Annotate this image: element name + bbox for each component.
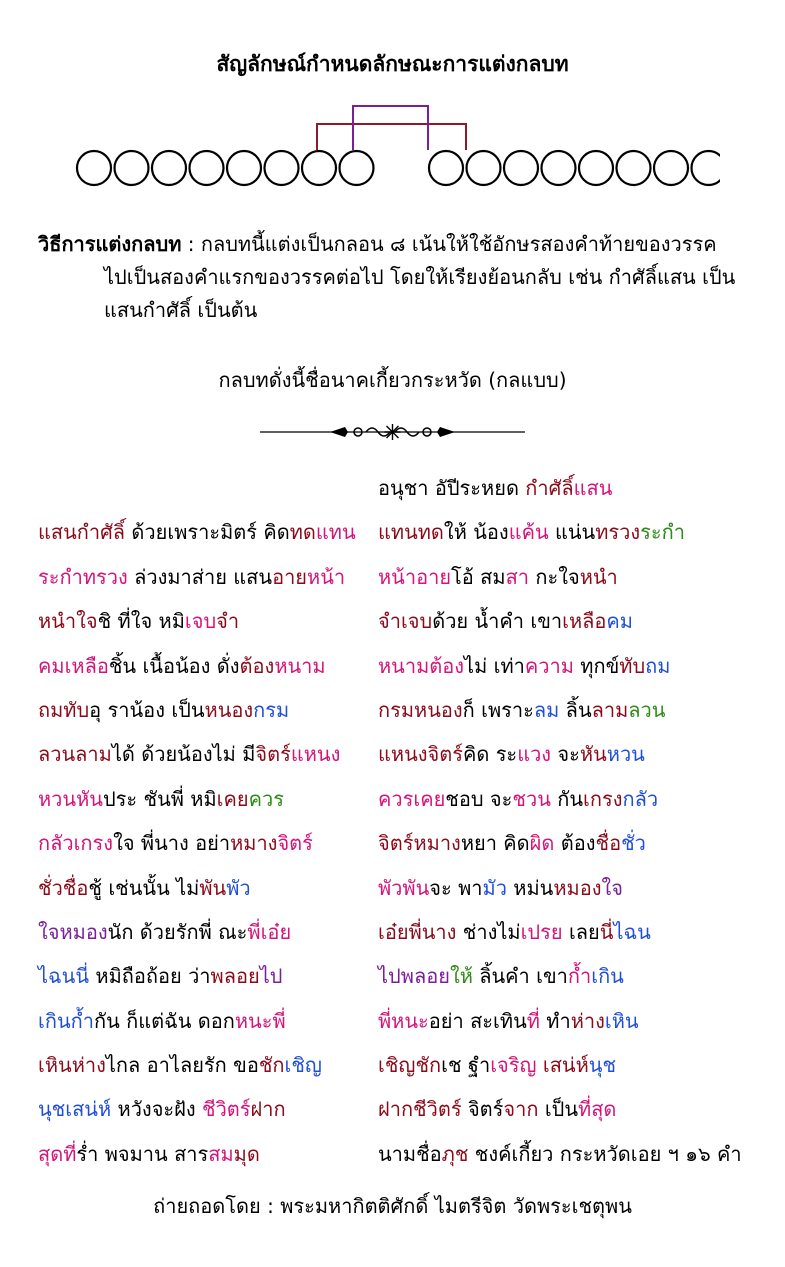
verse-segment: จาก: [503, 1097, 539, 1122]
instruction-line-1: [38, 228, 758, 261]
verse-segment: เกิน: [591, 964, 624, 989]
poem-row: [38, 1005, 758, 1049]
verse-segment: ชิ้น เนื้อน้อง ดั่ง: [108, 653, 240, 678]
verse-segment: หนำ: [579, 564, 618, 589]
poem-verse-left: [38, 561, 378, 593]
poem-verse-right: [378, 472, 718, 504]
verse-segment: ถมทับ: [38, 697, 90, 722]
verse-segment: ใจหมอง: [38, 919, 108, 944]
verse-segment: ชงค์เกี้ยว กระหวัดเอย ฯ ๑๖ คำ: [468, 1141, 742, 1166]
verse-segment: แค้น: [508, 520, 549, 545]
verse-segment: มุด: [233, 1141, 260, 1166]
verse-segment: เหลือ: [562, 609, 607, 634]
syllable-circle: [617, 151, 651, 185]
syllable-circle: [190, 151, 224, 185]
poem-row: [38, 650, 758, 694]
verse-segment: ระกำ: [640, 520, 685, 545]
poem-verse-right: [378, 605, 718, 637]
poem-verse-right: [378, 1138, 742, 1170]
verse-segment: หนามต้อง: [378, 653, 465, 678]
verse-segment: ร่ำ พจมาน สาร: [76, 1141, 209, 1166]
verse-segment: ก้ำ: [567, 964, 592, 989]
ornament-divider: [260, 421, 525, 443]
verse-segment: หวังจะฝัง: [111, 1097, 202, 1122]
verse-segment: แทน: [315, 520, 356, 545]
poem-verse-left: [38, 916, 378, 948]
verse-segment: ให้: [449, 964, 473, 989]
poem-verse-left: [38, 960, 378, 992]
verse-segment: แสนกำศัลิ์: [38, 520, 132, 545]
syllable-circle: [542, 151, 576, 185]
verse-segment: อนุชา อัปีระหยด: [378, 476, 526, 500]
verse-segment: ทุกข์: [573, 653, 620, 678]
verse-segment: หมาง: [230, 831, 278, 856]
verse-segment: เลย: [562, 919, 600, 944]
verse-segment: นุชเสน่ห์: [38, 1097, 112, 1122]
verse-segment: แหนง: [290, 742, 341, 767]
poem-row: [38, 1138, 758, 1182]
pattern-diagram: [60, 100, 720, 195]
poem-row: [38, 1049, 758, 1093]
verse-segment: เคย: [216, 786, 249, 811]
verse-segment: เอ๋ยพี่นาง: [378, 919, 457, 944]
verse-segment: แวง: [517, 742, 552, 767]
verse-segment: ลม: [533, 697, 560, 722]
syllable-circle: [265, 151, 299, 185]
verse-segment: ไฉนนี่: [38, 964, 90, 989]
verse-segment: ต้อง: [239, 653, 275, 678]
poem-verse-left: [38, 1005, 378, 1037]
verse-segment: กะใจ: [529, 564, 580, 589]
verse-segment: เกรง: [583, 786, 623, 811]
verse-segment: ไปพลอย: [378, 964, 450, 989]
verse-segment: ผิด: [529, 831, 555, 856]
poem-row: [38, 472, 758, 516]
verse-segment: ด้วย น้ำคำ เขา: [432, 609, 563, 634]
syllable-circle: [429, 151, 463, 185]
verse-segment: ความ: [524, 653, 574, 678]
poem-row: [38, 916, 758, 960]
poem-verse-right: [378, 827, 718, 859]
verse-segment: พี่เอ๋ย: [247, 919, 292, 944]
verse-segment: แสน: [573, 476, 613, 500]
outer-connector: [317, 124, 466, 150]
poem-row: [38, 827, 758, 871]
syllable-circles: [77, 151, 720, 185]
verse-segment: เชิญชัก: [378, 1053, 442, 1078]
poem-verse-left: [38, 827, 378, 859]
poem-verse-left: [38, 650, 378, 682]
verse-segment: ด้วยเพราะมิตร์ คิด: [131, 520, 290, 545]
verse-segment: ฝากชีวิตร์: [378, 1097, 462, 1122]
verse-segment: ได้ ด้วยน้องไม่ มี: [111, 742, 256, 767]
verse-segment: ชวน: [512, 786, 551, 811]
poem-row: [38, 872, 758, 916]
verse-segment: พัวพัน: [378, 875, 430, 900]
verse-segment: คิด ระ: [462, 742, 518, 767]
verse-segment: หัน: [579, 742, 607, 767]
verse-segment: กลัว: [622, 786, 659, 811]
verse-segment: จำเจบ: [378, 609, 433, 634]
verse-segment: ก็ เพราะ: [462, 697, 534, 722]
verse-segment: กรมหนอง: [378, 697, 463, 722]
verse-segment: หม่น: [506, 875, 554, 900]
syllable-circle: [340, 151, 374, 185]
verse-segment: นามชื่อ: [378, 1141, 442, 1166]
poem-verse-left: [38, 738, 378, 770]
verse-segment: ลิ้น: [559, 697, 592, 722]
verse-segment: สม: [208, 1141, 234, 1166]
verse-segment: ไป: [259, 964, 283, 989]
syllable-circle: [115, 151, 149, 185]
instruction-line-3: แสนกำศัลิ์ เป็นต้น: [104, 298, 258, 322]
instructions: [38, 228, 758, 327]
poem-row: [38, 960, 758, 1004]
verse-segment: แหนงจิตร์: [378, 742, 463, 767]
poem-verse-left: [38, 783, 378, 815]
verse-segment: กัน: [550, 786, 584, 811]
syllable-circle: [302, 151, 336, 185]
poem-verse-right: [378, 561, 718, 593]
verse-segment: หน้าอาย: [378, 564, 452, 589]
verse-segment: เช ฐำ: [441, 1053, 491, 1078]
verse-segment: พัน: [199, 875, 227, 900]
poem-verse-left: [38, 1138, 378, 1170]
poem-row: [38, 516, 758, 560]
verse-segment: ถม: [645, 653, 671, 678]
verse-segment: อาย: [272, 564, 308, 589]
verse-segment: เจริญ: [490, 1053, 537, 1078]
poem-verse-right: [378, 916, 718, 948]
page-title: สัญลักษณ์กำหนดลักษณะการแต่งกลบท: [216, 52, 569, 76]
verse-segment: ชั่ว: [621, 831, 646, 856]
poem-row: [38, 605, 758, 649]
poem-verse-left: [38, 1093, 378, 1125]
verse-segment: ประ ชันพี่ หมิ: [102, 786, 217, 811]
poem-verse-left: [38, 1049, 378, 1081]
syllable-circle: [579, 151, 613, 185]
verse-segment: หวนหัน: [38, 786, 103, 811]
verse-segment: ใจ: [601, 875, 623, 900]
verse-segment: ลวนลาม: [38, 742, 112, 767]
poem-verse-left: [38, 694, 378, 726]
verse-segment: เกินก้ำ: [38, 1008, 94, 1033]
verse-segment: กัน ก็แต่ฉัน ดอก: [93, 1008, 235, 1033]
poem-row: [38, 561, 758, 605]
verse-segment: ควร: [248, 786, 284, 811]
syllable-circle: [227, 151, 261, 185]
syllable-circle: [152, 151, 186, 185]
poem-verse-right: [378, 1049, 718, 1081]
verse-segment: เจบ: [184, 609, 217, 634]
poem-row: [38, 783, 758, 827]
verse-segment: ไกล อาไลยรัก ขอ: [105, 1053, 259, 1078]
poem-verse-right: [378, 516, 718, 548]
verse-segment: ชัก: [258, 1053, 285, 1078]
verse-segment: จำ: [216, 609, 240, 634]
poem-verse-left: [38, 516, 378, 548]
syllable-circle: [504, 151, 538, 185]
verse-segment: จิตร์: [461, 1097, 504, 1122]
verse-segment: นุช: [588, 1053, 617, 1078]
syllable-circle: [654, 151, 688, 185]
verse-segment: ต้อง: [554, 831, 596, 856]
verse-segment: คมเหลือ: [38, 653, 109, 678]
verse-segment: จะ: [551, 742, 580, 767]
verse-segment: พัว: [226, 875, 251, 900]
instruction-label: วิธีการแต่งกลบท: [38, 232, 182, 256]
verse-segment: เชิญ: [284, 1053, 322, 1078]
verse-segment: เหินห่าง: [38, 1053, 106, 1078]
poem-subtitle: กลบทดั่งนี้ชื่อนาคเกี้ยวกระหวัด (กลแบบ): [218, 368, 567, 392]
syllable-circle: [692, 151, 721, 185]
poem-verse-right: [378, 1005, 718, 1037]
verse-segment: พลอย: [210, 964, 260, 989]
instruction-text-1: : กลบทนี้แต่งเป็นกลอน ๘ เน้นให้ใช้อักษรสองคำท้ายของวรรค: [181, 232, 717, 256]
verse-segment: อย่า สะเทิน: [428, 1008, 527, 1033]
poem-verse-right: [378, 650, 718, 682]
poem-verse-right: [378, 783, 718, 815]
verse-segment: จิตร์หมาง: [378, 831, 461, 856]
verse-segment: หน้า: [307, 564, 346, 589]
syllable-circle: [77, 151, 111, 185]
verse-segment: ชิ ที่ใจ หมิ: [97, 609, 185, 634]
poem-row: [38, 738, 758, 782]
verse-segment: เสน่ห์: [542, 1053, 589, 1078]
verse-segment: กำศัลิ์: [525, 476, 574, 500]
verse-segment: คม: [606, 609, 633, 634]
verse-segment: มัว: [482, 875, 507, 900]
poem-verse-left: [38, 605, 378, 637]
verse-segment: ทับ: [619, 653, 646, 678]
verse-segment: ชั่วชื่อ: [38, 875, 89, 900]
verse-segment: ช่างไม่: [456, 919, 521, 944]
credit-line: ถ่ายถอดโดย : พระมหากิตติศักดิ์ ไมตรีจิต วัดพระเชตุพน: [153, 1194, 632, 1218]
verse-segment: กรม: [253, 697, 290, 722]
verse-segment: ภุช: [441, 1141, 469, 1166]
verse-segment: ควรเคย: [378, 786, 446, 811]
verse-segment: แน่น: [548, 520, 596, 545]
verse-segment: เป็น: [538, 1097, 579, 1122]
verse-segment: ชอบ จะ: [445, 786, 513, 811]
verse-segment: ห่าง: [570, 1008, 605, 1033]
verse-segment: ที่: [526, 1008, 540, 1033]
verse-segment: หนอง: [204, 697, 254, 722]
poem-verse-right: [378, 960, 718, 992]
syllable-circle: [467, 151, 501, 185]
verse-segment: ระกำทรวง: [38, 564, 135, 589]
verse-segment: อุ ราน้อง เป็น: [89, 697, 205, 722]
verse-segment: หนำใจ: [38, 609, 98, 634]
verse-segment: เหิน: [604, 1008, 639, 1033]
verse-segment: แทนทด: [378, 520, 444, 545]
verse-segment: พี่หนะ: [378, 1008, 429, 1033]
poem-verse-right: [378, 694, 718, 726]
verse-segment: นี่: [599, 919, 614, 944]
verse-segment: ทด: [289, 520, 316, 545]
connector-lines: [317, 106, 466, 150]
verse-segment: ใจ พี่นาง อย่า: [113, 831, 231, 856]
poem-row: [38, 1093, 758, 1137]
inner-connector: [353, 106, 428, 150]
verse-segment: หนาม: [274, 653, 326, 678]
verse-segment: หมอง: [553, 875, 602, 900]
verse-segment: สา: [505, 564, 529, 589]
verse-segment: หนะพี่: [234, 1008, 286, 1033]
poem-verse-right: [378, 738, 718, 770]
poem-verse-right: [378, 1093, 718, 1125]
verse-segment: ทำ: [539, 1008, 571, 1033]
verse-segment: จิตร์: [277, 831, 313, 856]
poem-verse-left: [38, 872, 378, 904]
verse-segment: ที่สุด: [578, 1097, 617, 1122]
verse-segment: โอ้ สม: [451, 564, 506, 589]
instruction-line-2: ไปเป็นสองคำแรกของวรรคต่อไป โดยให้เรียงย้อนกลับ เช่น กำศัลิ์แสน เป็น: [104, 265, 736, 289]
verse-segment: จะ พา: [429, 875, 483, 900]
verse-segment: ฝาก: [250, 1097, 286, 1122]
poem-row: [38, 694, 758, 738]
verse-segment: จิตร์: [255, 742, 291, 767]
verse-segment: หวน: [606, 742, 645, 767]
verse-segment: ทรวง: [595, 520, 641, 545]
verse-segment: ชื่อ: [595, 831, 622, 856]
verse-segment: เปรย: [520, 919, 563, 944]
verse-segment: ให้ น้อง: [443, 520, 509, 545]
verse-segment: ลวน: [628, 697, 666, 722]
poem-verse-right: [378, 872, 718, 904]
verse-segment: นัก ด้วยรักพี่ ณะ: [107, 919, 248, 944]
poem: [38, 472, 758, 1182]
verse-segment: กลัวเกรง: [38, 831, 114, 856]
verse-segment: ล่วงมาส่าย แสน: [134, 564, 273, 589]
verse-segment: ไม่ เท่า: [464, 653, 525, 678]
verse-segment: ชู้ เช่นนั้น ไม่: [88, 875, 200, 900]
verse-segment: สุดที่: [38, 1141, 77, 1166]
verse-segment: ชีวิตร์: [202, 1097, 251, 1122]
verse-segment: ลาม: [591, 697, 629, 722]
verse-segment: ลิ้นคำ เขา: [472, 964, 568, 989]
verse-segment: ไฉน: [613, 919, 651, 944]
verse-segment: หมิถือถ้อย ว่า: [89, 964, 211, 989]
verse-segment: หยา คิด: [460, 831, 530, 856]
